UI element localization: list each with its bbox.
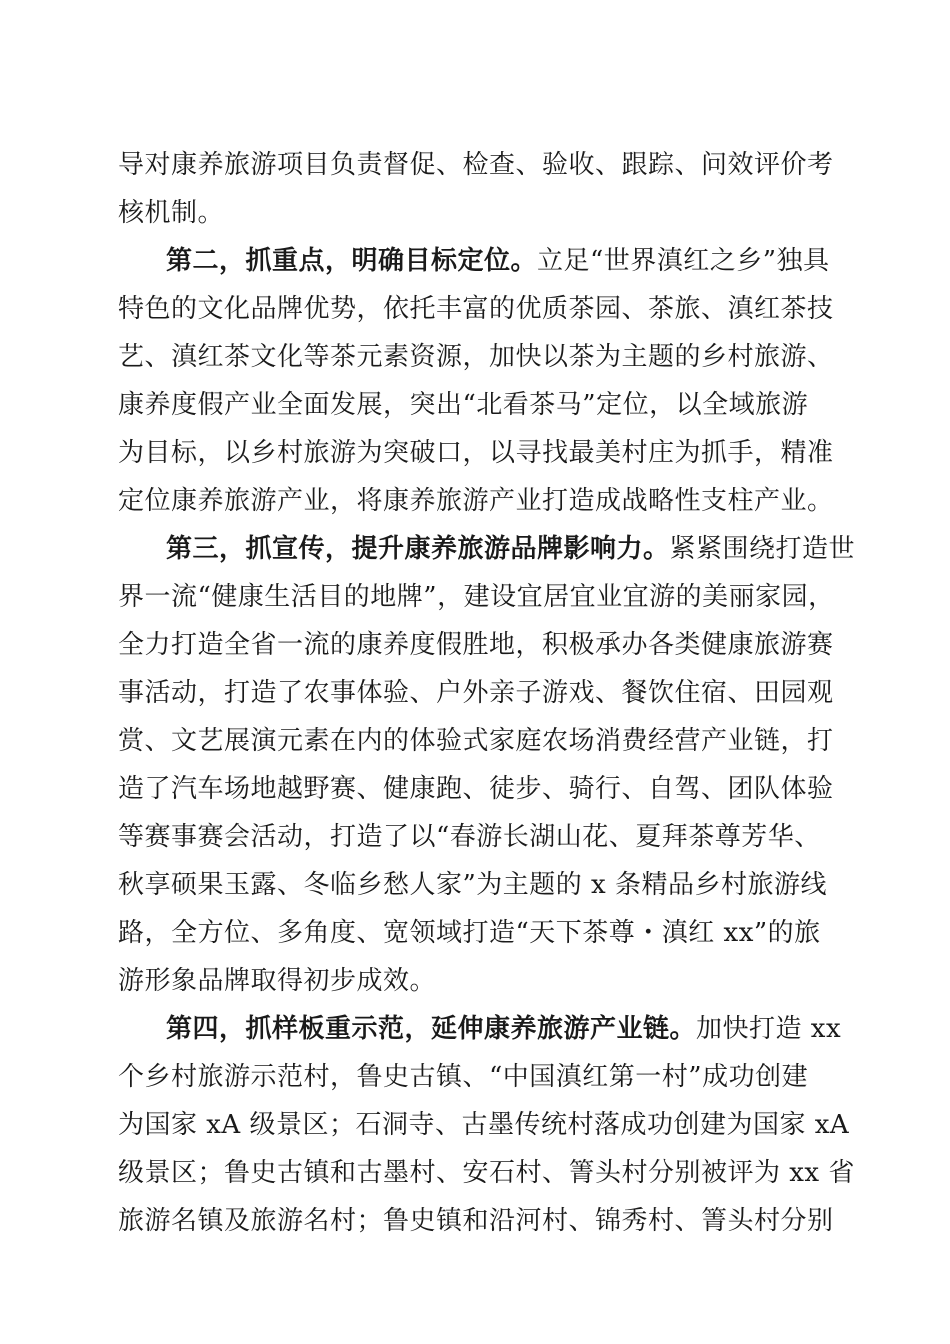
text-run: 事活动，打造了农事体验、户外亲子游戏、餐饮住宿、田园观 — [118, 678, 834, 708]
text-run: 为目标，以乡村旅游为突破口，以寻找最美村庄为抓手，精准 — [118, 438, 834, 468]
text-run: 个乡村旅游示范村，鲁史古镇、“中国滇红第一村”成功创建 — [118, 1062, 809, 1092]
paragraph-3-first-line — [166, 523, 882, 575]
text-line — [118, 811, 834, 863]
text-line — [118, 859, 834, 911]
text-run: 康养度假产业全面发展，突出“北看茶马”定位，以全域旅游 — [118, 390, 809, 420]
text-run: 核机制。 — [118, 198, 225, 228]
text-line — [118, 1099, 850, 1151]
text-line — [118, 1195, 834, 1247]
text-run: 游形象品牌取得初步成效。 — [118, 966, 437, 996]
text-line — [118, 619, 834, 671]
text-line — [118, 571, 834, 623]
text-run: 特色的文化品牌优势，依托丰富的优质茶园、茶旅、滇红茶技 — [118, 294, 834, 324]
text-run: 路，全方位、多角度、宽领域打造“天下茶尊・滇红 xx”的旅 — [118, 918, 821, 948]
paragraph-heading: 第二，抓重点，明确目标定位。 — [166, 246, 538, 276]
text-line — [118, 187, 834, 239]
text-line — [118, 763, 834, 815]
text-line — [118, 1051, 834, 1103]
text-run: 级景区；鲁史古镇和古墨村、安石村、箐头村分别被评为 xx 省 — [118, 1158, 855, 1188]
text-line — [118, 283, 834, 335]
text-run: 加快打造 xx — [696, 1014, 842, 1044]
text-run: 秋享硕果玉露、冬临乡愁人家”为主题的 x 条精品乡村旅游线 — [118, 870, 827, 900]
text-run: 艺、滇红茶文化等茶元素资源，加快以茶为主题的乡村旅游、 — [118, 342, 834, 372]
text-line — [118, 139, 834, 191]
paragraph-heading: 第四，抓样板重示范，延伸康养旅游产业链。 — [166, 1014, 697, 1044]
text-run: 等赛事赛会活动，打造了以“春游长湖山花、夏拜茶尊芳华、 — [118, 822, 821, 852]
text-line — [118, 475, 834, 527]
text-run: 为国家 xA 级景区；石洞寺、古墨传统村落成功创建为国家 xA — [118, 1110, 850, 1140]
text-line — [118, 1147, 855, 1199]
paragraph-2-first-line — [166, 235, 882, 287]
text-line — [118, 715, 834, 767]
text-run: 旅游名镇及旅游名村；鲁史镇和沿河村、锦秀村、箐头村分别 — [118, 1206, 834, 1236]
text-line — [118, 379, 834, 431]
text-run: 赏、文艺展演元素在内的体验式家庭农场消费经营产业链，打 — [118, 726, 834, 756]
text-run: 立足“世界滇红之乡”独具 — [537, 246, 830, 276]
text-run: 定位康养旅游产业，将康养旅游产业打造成战略性支柱产业。 — [118, 486, 834, 516]
text-line — [118, 955, 834, 1007]
paragraph-heading: 第三，抓宣传，提升康养旅游品牌影响力。 — [166, 534, 670, 564]
text-run: 导对康养旅游项目负责督促、检查、验收、跟踪、问效评价考 — [118, 150, 834, 180]
paragraph-4-first-line — [166, 1003, 882, 1055]
text-line — [118, 907, 834, 959]
text-run: 紧紧围绕打造世 — [669, 534, 856, 564]
text-run: 造了汽车场地越野赛、健康跑、徒步、骑行、自驾、团队体验 — [118, 774, 834, 804]
text-run: 全力打造全省一流的康养度假胜地，积极承办各类健康旅游赛 — [118, 630, 834, 660]
text-line — [118, 427, 834, 479]
text-line — [118, 667, 834, 719]
text-line — [118, 331, 834, 383]
text-run: 界一流“健康生活目的地牌”，建设宜居宜业宜游的美丽家园， — [118, 582, 835, 612]
